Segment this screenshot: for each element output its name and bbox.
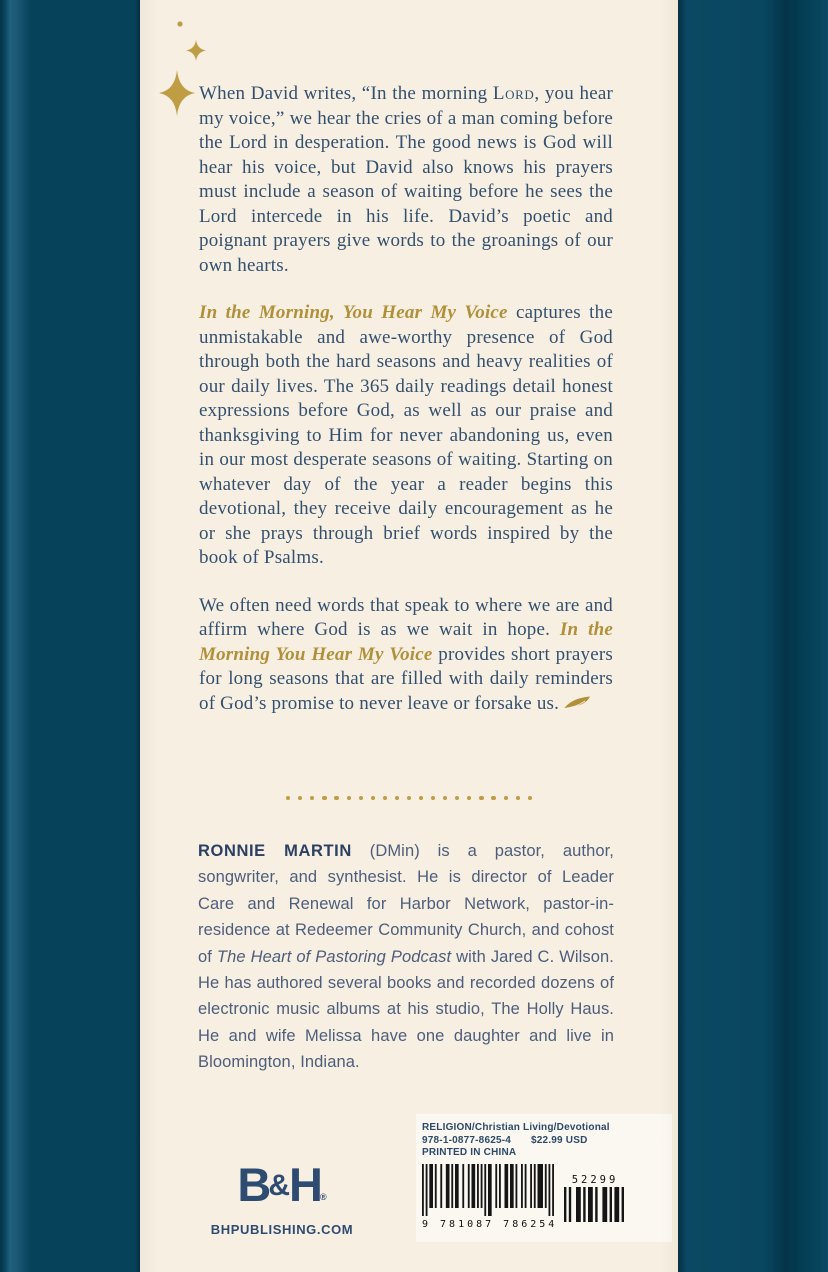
back-cover-panel xyxy=(140,0,678,1272)
publisher-logo xyxy=(202,1158,362,1237)
registered-mark: ® xyxy=(319,1192,327,1202)
back-copy-paragraph-3: We often need words that speak to where we are and affirm where God is as we wait in hope. In the Morning You Hear My Voice provides short prayers for long seasons that are filled with daily reminders of God’s promise to never leave or forsake us. xyxy=(199,594,613,714)
price-text: $22.99 USD xyxy=(531,1134,588,1146)
addon-digits: 52299 xyxy=(571,1173,619,1186)
back-copy-paragraph-2: In the Morning, You Hear My Voice captures the unmistakable and awe-worthy presence of God through both the hard seasons and heavy realities of our daily lives. The 365 daily readings detail honest expressions before God, as well as our praise and thanksgiving to Him for never abandoning us, even in our most desperate seasons of waiting. Starting on whatever day of the year a reader begins this devotional, they receive daily encouragement as he or she prays through brief words inspired by the book of Psalms. xyxy=(199,302,613,568)
printed-in-line: PRINTED IN CHINA xyxy=(422,1147,517,1158)
author-bio: RONNIE MARTIN (DMin) is a pastor, author, songwriter, and synthesist. He is director of Leader Care and Renewal for Harbor Network, pastor-in-residence at Redeemer Community Church, and cohost of The Heart of Pastoring Podcast with Jared C. Wilson. He has authored several books and recorded dozens of electronic music albums at his studio, The Holly Haus. He and wife Melissa have one daughter and live in Bloomington, Indiana. xyxy=(198,842,614,1072)
leaf-ornament-icon xyxy=(563,695,593,711)
category-line: RELIGION/Christian Living/Devotional xyxy=(422,1122,610,1133)
addon-barcode xyxy=(564,1164,626,1223)
ampersand-glyph: & xyxy=(268,1169,290,1202)
cover-left-spine xyxy=(0,0,140,1272)
back-copy xyxy=(199,82,613,716)
barcode-panel xyxy=(416,1114,672,1242)
publisher-website: BHPUBLISHING.COM xyxy=(210,1222,354,1237)
back-copy-paragraph-1: When David writes, “In the morning Lord, you hear my voice,” we hear the cries of a man coming before the Lord in desperation. The good news is God will hear his voice, but David also knows his prayers must include a season of waiting before he sees the Lord intercede in his life. David’s poetic and poignant prayers give words to the groanings of our own hearts. xyxy=(199,83,613,276)
dotted-divider xyxy=(140,796,678,800)
ean-barcode xyxy=(422,1164,558,1230)
bh-logo-text: B&H® xyxy=(237,1158,327,1211)
ean-digits: 9 781087 786254 xyxy=(422,1218,558,1230)
isbn-text: 978-1-0877-8625-4 xyxy=(422,1134,512,1146)
cover-right-edge xyxy=(678,0,828,1272)
